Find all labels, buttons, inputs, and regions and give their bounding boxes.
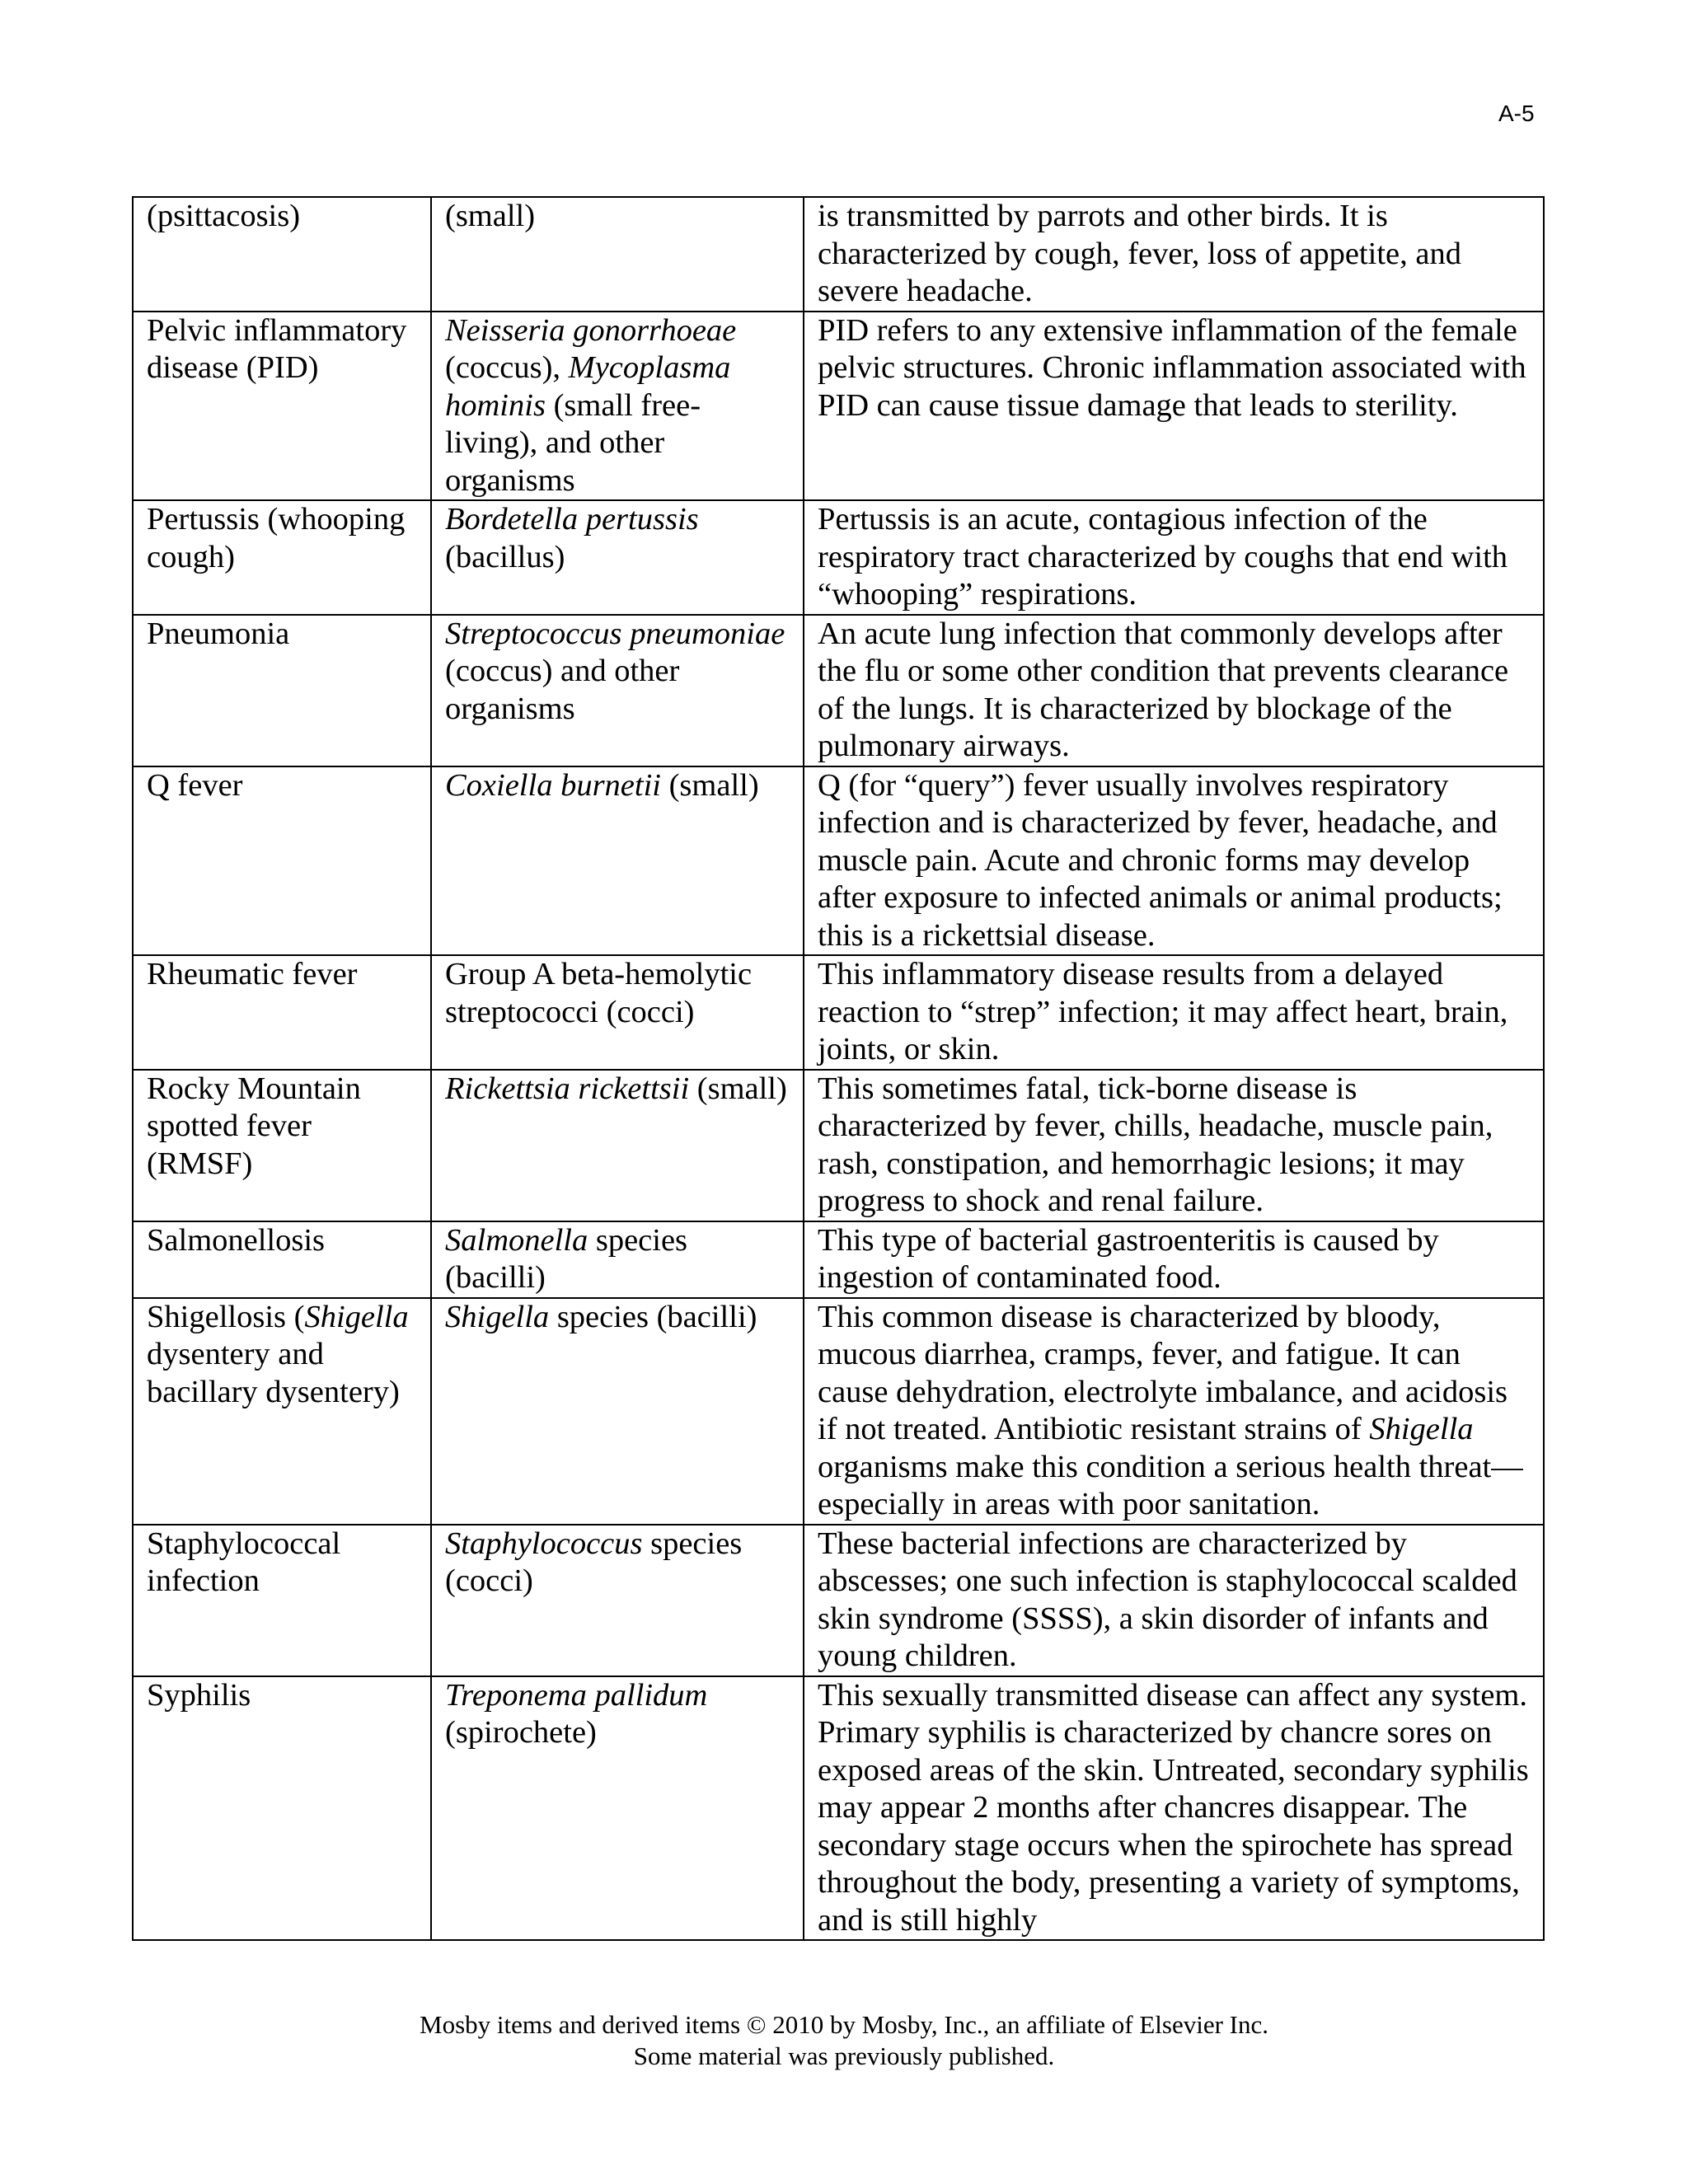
description-cell — [804, 615, 1544, 766]
description-cell — [804, 1070, 1544, 1221]
description-cell — [804, 955, 1544, 1070]
description-cell — [804, 1676, 1544, 1941]
cell-text: This inflammatory disease results from a delayed reaction to “strep” infection; it may affect heart, brain, joints, or skin. — [818, 957, 1508, 1066]
italic-text: Salmonella — [445, 1222, 588, 1258]
cell-text: This common disease is characterized by bloody, mucous diarrhea, cramps, fever, and fatigue. It can cause dehydration, electrolyte imbalance, and acidosis if not treated. Antibiotic resistant strains of — [818, 1299, 1508, 1446]
cell-text: (bacillus) — [445, 539, 565, 574]
organism-cell — [431, 766, 804, 956]
cell-text: Rocky Mountain spotted fever (RMSF) — [147, 1071, 361, 1181]
cell-text: This sometimes fatal, tick-borne disease is characterized by fever, chills, headache, muscle pain, rash, constipation, and hemorrhagic lesions; it may progress to shock and renal failure. — [818, 1071, 1493, 1218]
italic-text: Streptococcus pneumoniae — [445, 616, 785, 651]
cell-text: This type of bacterial gastroenteritis is caused by ingestion of contaminated food. — [818, 1222, 1439, 1295]
description-cell — [804, 1525, 1544, 1676]
cell-text: Shigellosis ( — [147, 1299, 305, 1334]
organism-cell — [431, 500, 804, 615]
cell-text: Q fever — [147, 767, 243, 803]
organism-cell — [431, 1676, 804, 1941]
cell-text: dysentery and bacillary dysentery) — [147, 1337, 400, 1409]
footer — [0, 2009, 1688, 2072]
cell-text: (coccus) and other organisms — [445, 654, 680, 726]
cell-text: PID refers to any extensive inflammation of the female pelvic structures. Chronic inflammation associated with PID can cause tissue damage that leads to sterility. — [818, 312, 1526, 423]
table-row — [133, 1298, 1544, 1525]
italic-text: Treponema pallidum — [445, 1677, 708, 1713]
cell-text: species (bacilli) — [549, 1299, 757, 1334]
cell-text: An acute lung infection that commonly develops after the flu or some other condition that prevents clearance of the lungs. It is characterized by blockage of the pulmonary airways. — [818, 616, 1509, 763]
table-row — [133, 615, 1544, 766]
italic-text: Shigella — [1369, 1412, 1474, 1446]
table-row — [133, 955, 1544, 1070]
table-row — [133, 1070, 1544, 1221]
description-cell — [804, 312, 1544, 501]
organism-cell — [431, 1221, 804, 1298]
description-cell — [804, 1298, 1544, 1525]
table-row — [133, 1525, 1544, 1676]
table-row — [133, 1221, 1544, 1298]
disease-cell — [133, 766, 431, 956]
italic-text: Staphylococcus — [445, 1526, 643, 1561]
italic-text: Bordetella pertussis — [445, 502, 699, 537]
table-row — [133, 197, 1544, 312]
cell-text: (small free-living), and other organisms — [445, 387, 701, 498]
italic-text: Neisseria gonorrhoeae — [445, 312, 737, 348]
cell-text: species (bacilli) — [445, 1222, 688, 1295]
table-row — [133, 500, 1544, 615]
table-row — [133, 766, 1544, 956]
italic-text: Coxiella burnetii — [445, 767, 661, 803]
publication-note: Some material was previously published. — [633, 2041, 1055, 2070]
organism-cell — [431, 1525, 804, 1676]
disease-cell — [133, 1525, 431, 1676]
disease-table — [132, 196, 1545, 1941]
disease-cell — [133, 955, 431, 1070]
cell-text: (spirochete) — [445, 1715, 597, 1750]
cell-text: species (cocci) — [445, 1526, 743, 1598]
description-cell — [804, 500, 1544, 615]
disease-cell — [133, 312, 431, 501]
cell-text: (coccus), — [445, 350, 569, 385]
disease-cell — [133, 1221, 431, 1298]
italic-text: Shigella — [304, 1299, 409, 1334]
description-cell — [804, 197, 1544, 312]
table-row — [133, 1676, 1544, 1941]
cell-text: This sexually transmitted disease can affect any system. Primary syphilis is characterized by chancre sores on exposed areas of the skin. Untreated, secondary syphilis may appear 2 months after chancres disappear. The secondary stage occurs when the spirochete has spread throughout the body, presenting a variety of symptoms, and is still highly — [818, 1677, 1529, 1938]
disease-cell — [133, 197, 431, 312]
italic-text: Shigella — [445, 1299, 550, 1334]
italic-text: Mycoplasma hominis — [445, 350, 731, 423]
disease-cell — [133, 1676, 431, 1941]
organism-cell — [431, 1298, 804, 1525]
cell-text: Salmonellosis — [147, 1222, 326, 1258]
cell-text: These bacterial infections are characterized by abscesses; one such infection is staphylococcal scalded skin syndrome (SSSS), a skin disorder of infants and young children. — [818, 1526, 1517, 1673]
cell-text: (small) — [660, 767, 759, 803]
description-cell — [804, 1221, 1544, 1298]
page-number: A-5 — [1498, 101, 1535, 126]
disease-cell — [133, 615, 431, 766]
disease-cell — [133, 1070, 431, 1221]
cell-text: (psittacosis) — [147, 199, 301, 233]
table-body — [133, 197, 1544, 1940]
cell-text: Syphilis — [147, 1677, 251, 1713]
organism-cell — [431, 197, 804, 312]
cell-text: (small) — [445, 199, 536, 233]
cell-text: is transmitted by parrots and other birds. It is characterized by cough, fever, loss of appetite, and severe headache. — [818, 199, 1461, 308]
cell-text: Staphylococcal infection — [147, 1526, 341, 1598]
cell-text: Rheumatic fever — [147, 957, 358, 991]
cell-text: Group A beta-hemolytic streptococci (cocci) — [445, 957, 753, 1029]
organism-cell — [431, 615, 804, 766]
cell-text: Q (for “query”) fever usually involves respiratory infection and is characterized by fever, headache, and muscle pain. Acute and chronic forms may develop after exposure to infected animals or animal products; this is a rickettsial disease. — [818, 767, 1503, 953]
cell-text: Pertussis (whooping cough) — [147, 502, 406, 574]
italic-text: Rickettsia rickettsii — [445, 1071, 690, 1106]
organism-cell — [431, 312, 804, 501]
cell-text: Pneumonia — [147, 616, 290, 651]
cell-text: Pelvic inflammatory disease (PID) — [147, 312, 407, 385]
disease-cell — [133, 500, 431, 615]
cell-text: Pertussis is an acute, contagious infection of the respiratory tract characterized by coughs that end with “whooping” respirations. — [818, 502, 1508, 612]
organism-cell — [431, 955, 804, 1070]
description-cell — [804, 766, 1544, 956]
table-row — [133, 312, 1544, 501]
cell-text: organisms make this condition a serious health threat—especially in areas with poor sanitation. — [818, 1449, 1523, 1521]
cell-text: (small) — [689, 1071, 787, 1106]
copyright-notice: Mosby items and derived items © 2010 by Mosby, Inc., an affiliate of Elsevier Inc. — [420, 2010, 1268, 2039]
organism-cell — [431, 1070, 804, 1221]
disease-cell — [133, 1298, 431, 1525]
